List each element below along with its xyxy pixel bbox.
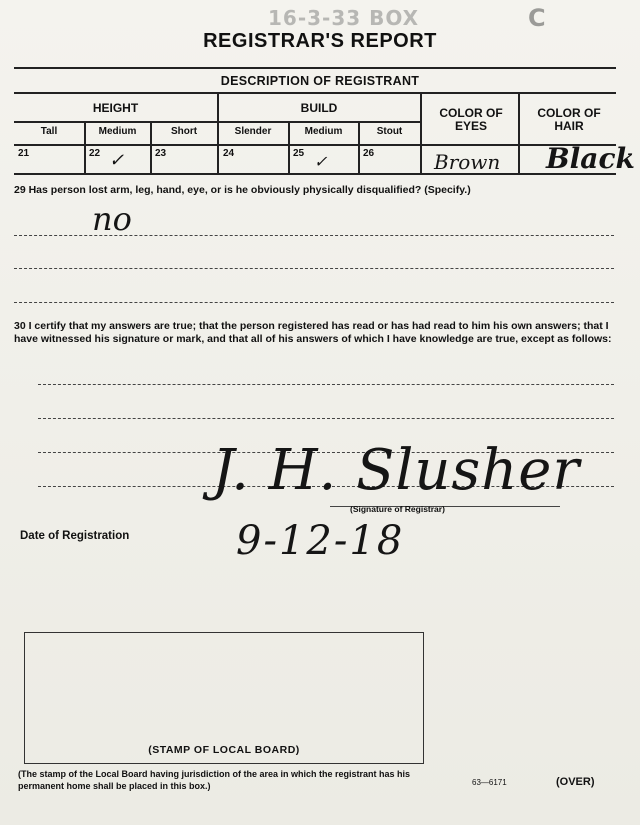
- short-label: Short: [170, 126, 198, 137]
- page-title: REGISTRAR'S REPORT: [203, 30, 437, 52]
- height-medium-mark: ✓: [109, 150, 125, 171]
- hair-color-header: COLOR OF HAIR: [537, 106, 601, 133]
- table-top-rule: [14, 92, 616, 94]
- cell-number: 23: [155, 148, 167, 159]
- question-29: 29 Has person lost arm, leg, hand, eye, or is he obviously physically disqualified? (Specify.): [14, 184, 471, 196]
- build-medium-mark: ✓: [314, 152, 328, 171]
- stamp-box-note: (The stamp of the Local Board having jurisdiction of the area in which the registrant has his permanent home shall be placed in this box.): [18, 769, 411, 791]
- corner-mark: C: [528, 4, 546, 32]
- eye-color-header: COLOR OF EYES: [439, 106, 503, 133]
- question-30: 30 I certify that my answers are true; that the person registered has read or has had read to him his own answers; that I have witnessed his signature or mark, and that all of his answers of which I have knowledge are true, except as follows:: [14, 320, 612, 345]
- signature-caption: (Signature of Registrar): [350, 504, 445, 514]
- section-title: DESCRIPTION OF REGISTRANT: [220, 74, 420, 88]
- answer-line: [38, 418, 614, 419]
- date-label: Date of Registration: [20, 530, 130, 542]
- cell-number: 25: [293, 148, 305, 159]
- hair-color-value: Black: [546, 142, 635, 175]
- cell-number: 26: [363, 148, 375, 159]
- question-29-answer: no: [92, 200, 132, 238]
- archive-stamp: 16-3-33 BOX: [268, 6, 420, 30]
- slender-label: Slender: [234, 126, 272, 137]
- divider: [518, 92, 520, 174]
- table-sub-rule: [14, 144, 616, 146]
- stamp-box-label: (STAMP OF LOCAL BOARD): [148, 744, 300, 756]
- answer-line: [14, 268, 614, 269]
- date-value: 9-12-18: [236, 518, 405, 564]
- build-medium-label: Medium: [304, 126, 343, 137]
- form-number: 63—6171: [472, 778, 507, 787]
- cell-number: 24: [223, 148, 235, 159]
- height-header: HEIGHT: [92, 101, 139, 115]
- cell-number: 21: [18, 148, 30, 159]
- cell-number: 22: [89, 148, 101, 159]
- answer-line: [14, 235, 614, 236]
- title-rule: [14, 67, 616, 69]
- answer-line: [14, 302, 614, 303]
- registrar-signature: J. H. Slusher: [212, 438, 581, 503]
- over-label: (OVER): [556, 776, 595, 788]
- answer-line: [38, 384, 614, 385]
- eye-color-value: Brown: [434, 150, 501, 174]
- height-medium-label: Medium: [98, 126, 137, 137]
- table-bottom-rule: [14, 173, 616, 175]
- divider: [420, 92, 422, 174]
- build-header: BUILD: [300, 101, 338, 115]
- tall-label: Tall: [40, 126, 58, 137]
- stout-label: Stout: [376, 126, 403, 137]
- description-table: [14, 92, 635, 175]
